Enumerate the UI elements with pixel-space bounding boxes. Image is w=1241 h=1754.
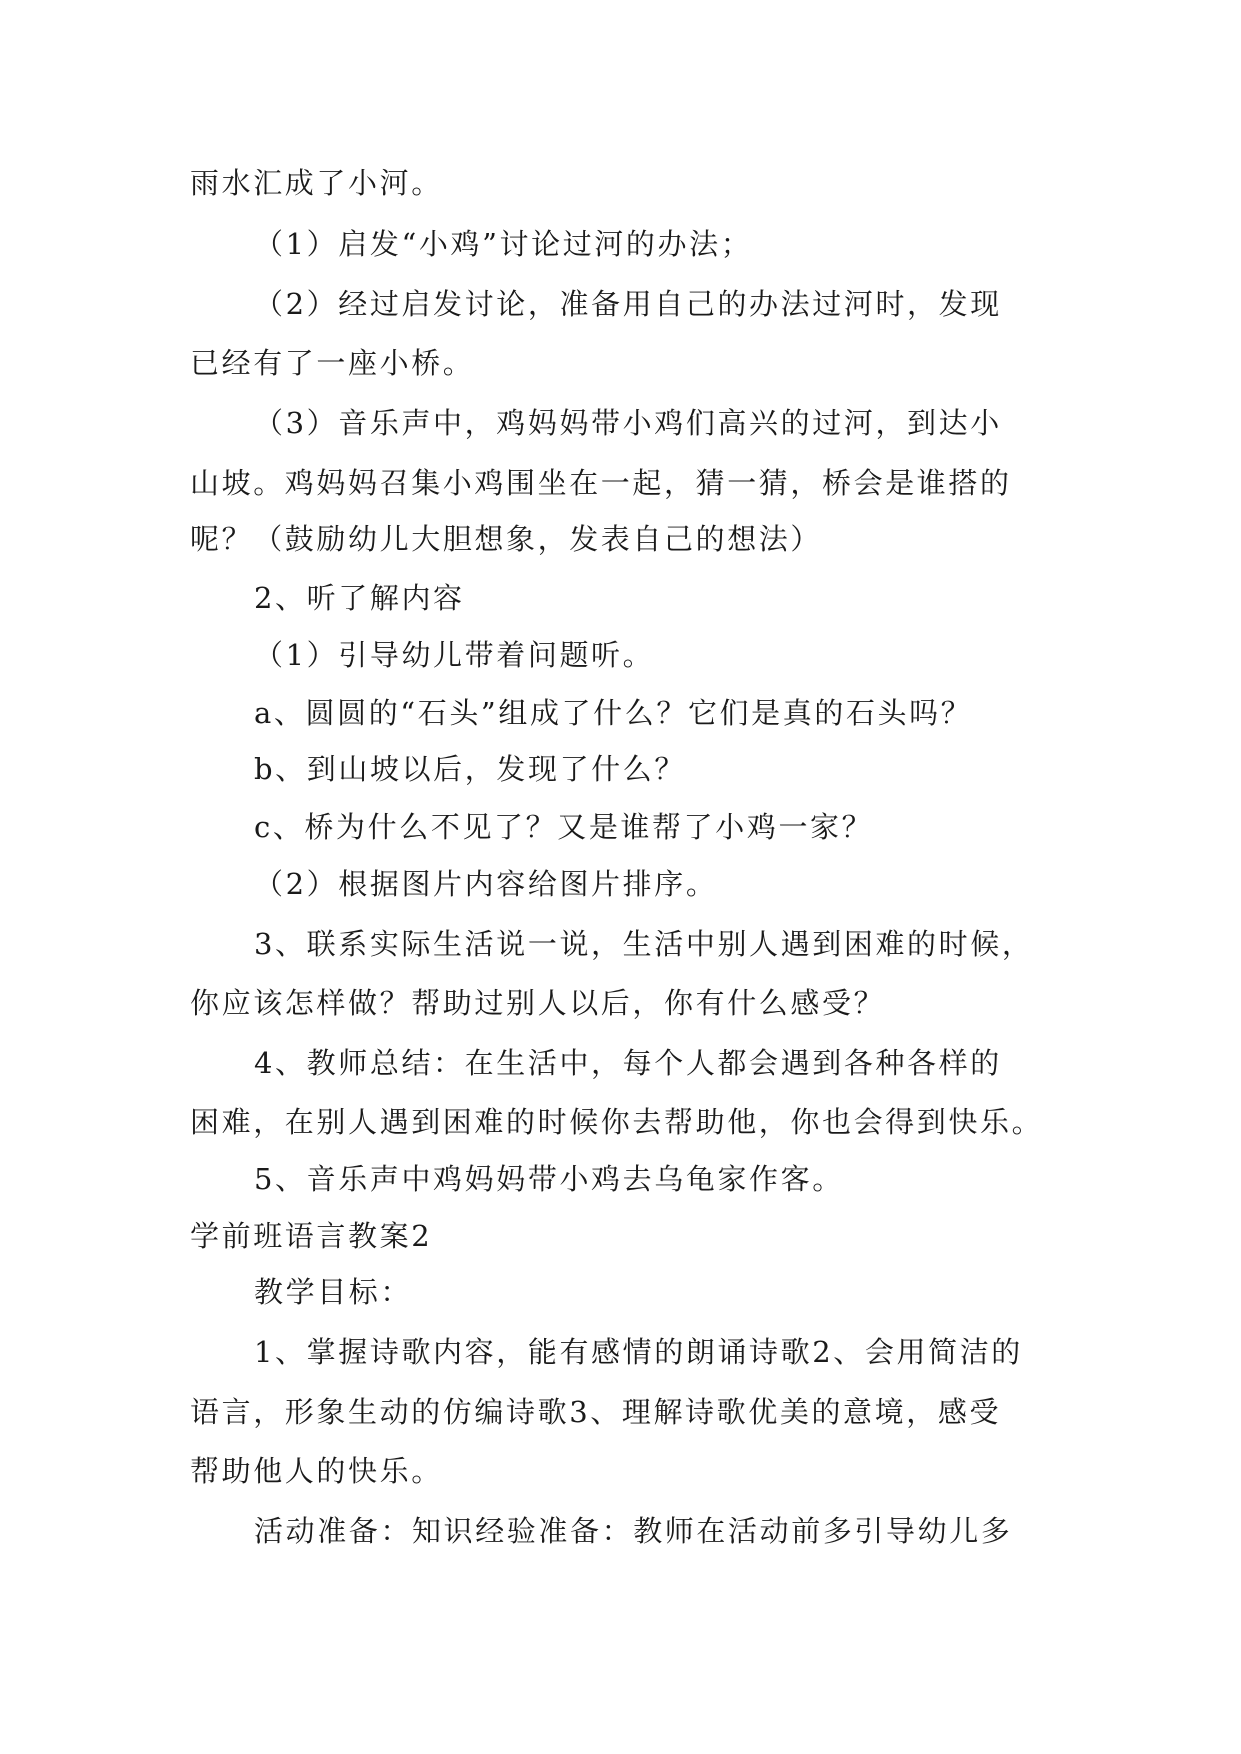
text-line: 已经有了一座小桥。 — [190, 346, 475, 380]
text-line: 5、音乐声中鸡妈妈带小鸡去乌龟家作客。 — [254, 1162, 844, 1196]
text-line: 你应该怎样做？帮助过别人以后，你有什么感受？ — [190, 986, 886, 1020]
text-line: 山坡。鸡妈妈召集小鸡围坐在一起，猜一猜，桥会是谁搭的 — [190, 466, 1012, 500]
text-line: c、桥为什么不见了？又是谁帮了小鸡一家？ — [254, 810, 874, 844]
text-line: 4、教师总结：在生活中，每个人都会遇到各种各样的 — [254, 1046, 1002, 1080]
text-line: a、圆圆的“石头”组成了什么？它们是真的石头吗？ — [254, 696, 973, 730]
text-line: （3）音乐声中，鸡妈妈带小鸡们高兴的过河，到达小 — [254, 406, 1002, 440]
text-line: 2、听了解内容 — [254, 581, 465, 615]
text-line: 活动准备：知识经验准备：教师在活动前多引导幼儿多 — [254, 1514, 1013, 1548]
text-line: （2）根据图片内容给图片排序。 — [254, 867, 718, 901]
text-line: （2）经过启发讨论，准备用自己的办法过河时，发现 — [254, 287, 1002, 321]
text-line: （1）启发“小鸡”讨论过河的办法； — [254, 227, 753, 261]
text-line: 困难，在别人遇到困难的时候你去帮助他，你也会得到快乐。 — [190, 1105, 1044, 1139]
text-line: 3、联系实际生活说一说，生活中别人遇到困难的时候， — [254, 927, 1034, 961]
text-line: （1）引导幼儿带着问题听。 — [254, 638, 655, 672]
text-line: b、到山坡以后，发现了什么？ — [254, 752, 686, 786]
text-line: 语言，形象生动的仿编诗歌3、理解诗歌优美的意境，感受 — [190, 1395, 1002, 1429]
text-line: 帮助他人的快乐。 — [190, 1454, 443, 1488]
section-title: 学前班语言教案2 — [190, 1219, 433, 1253]
text-line: 1、掌握诗歌内容，能有感情的朗诵诗歌2、会用简洁的 — [254, 1335, 1023, 1369]
text-line: 呢？（鼓励幼儿大胆想象，发表自己的想法） — [190, 522, 823, 556]
text-line: 雨水汇成了小河。 — [190, 166, 443, 200]
text-line: 教学目标： — [254, 1275, 413, 1309]
